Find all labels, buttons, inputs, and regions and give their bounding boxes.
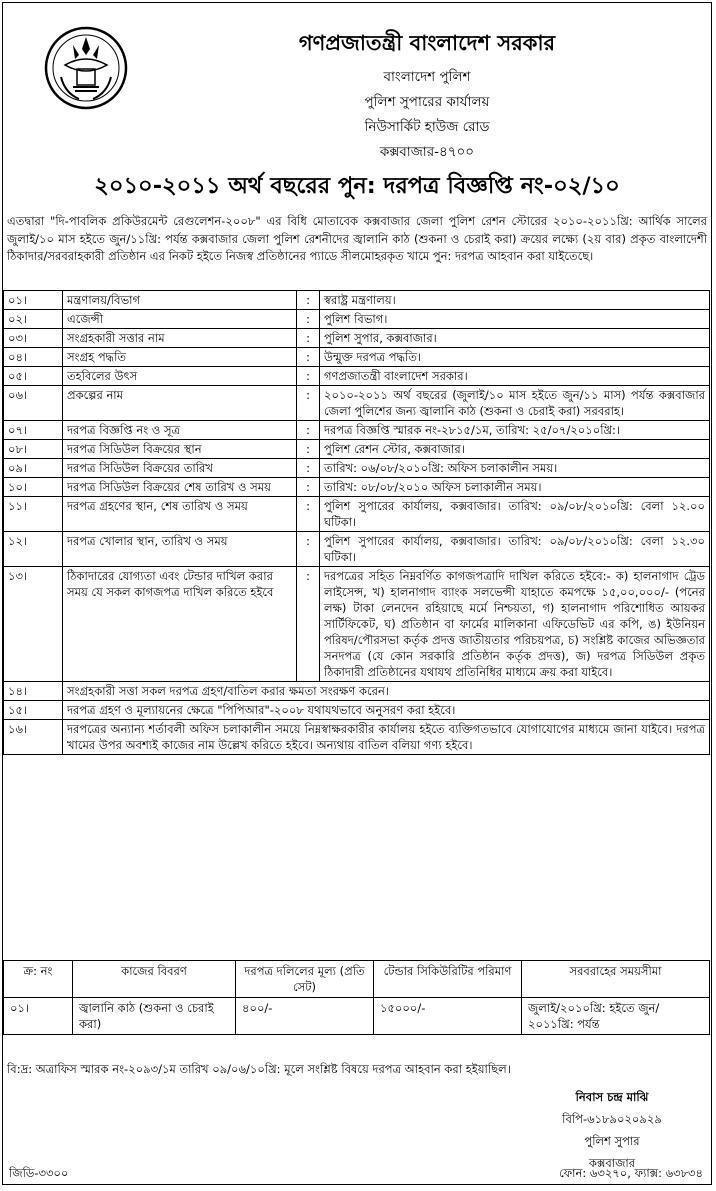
schedule-header-cell: দরপত্র দলিলের মূল্য (প্রতি সেট)	[236, 961, 374, 998]
schedule-cell: জুলাই/২০১০খ্রি: হইতে জুন/২০১১খ্রি: পর্যন্ত	[522, 998, 710, 1035]
row-value: পুলিশ সুপার, কক্সবাজার।	[320, 329, 710, 348]
row-number: ০৪।	[4, 348, 63, 367]
schedule-header-cell: সরবরাহের সময়সীমা	[522, 961, 710, 998]
row-value: দরপত্রের সহিত নিম্নবর্ণিত কাগজপত্রাদি দাখিল করিতে হইবে:- ক) হালনাগাদ ট্রেড লাইসেন্স, খ) হালনাগাদ ব্যাংক সলভেন্সী যাহাতে কমপক্ষে ১৫,০০,০০০/- (পনের লক্ষ) টাকা লেনদেন রহিয়াছে মর্মে নিশ্চয়তা, গ) হালনাগাদ পরিশোধিত আয়কর সার্টিফিকেট, ঘ) প্রতিষ্ঠান বা ফার্মের মালিকানা এফিডেভিট এর কপি, ঙ) ইউনিয়ন পরিষদ/পৌরসভা কর্তৃক প্রদত্ত জাতীয়তার পরিচয়পত্র, চ) সংশ্লিষ্ট কাজের অভিজ্ঞতার সনদপত্র (যে কোন সরকারি প্রতিষ্ঠান কর্তৃক প্রদত্ত), জ) দরপত্র সিডিউল প্রকৃত ঠিকাদারী প্রতিষ্ঠানের যথাযথ প্রতিনিধির মাধ্যমে ক্রয় করা যাইবে।	[320, 567, 710, 682]
row-number: ১২।	[4, 532, 63, 567]
row-value: পুলিশ সুপারের কার্যালয়, কক্সবাজার। তারিখ: ০৯/০৮/২০১০খ্রি: বেলা ১২.০০ ঘটিকা।	[320, 497, 710, 532]
row-text: সংগ্রহকারী সত্তা সকল দরপত্র গ্রহণ/বাতিল করার ক্ষমতা সংরক্ষণ করেন।	[63, 682, 710, 701]
detail-row	[4, 421, 710, 440]
detail-row	[4, 682, 710, 701]
row-value: তারিখ: ০৬/০৮/২০১০খ্রি: অফিস চলাকালীন সময়।	[320, 459, 710, 478]
schedule-header-row	[4, 961, 710, 998]
signature-block	[527, 1086, 697, 1174]
row-number: ১৪।	[4, 682, 63, 701]
row-number: ০৬।	[4, 386, 63, 421]
row-separator: :	[297, 421, 320, 440]
row-separator: :	[297, 329, 320, 348]
schedule-cell: ১৫০০০/-	[374, 998, 522, 1035]
row-value: উন্মুক্ত দরপত্র পদ্ধতি।	[320, 348, 710, 367]
row-separator: :	[297, 386, 320, 421]
work-schedule-table	[3, 960, 710, 1035]
row-label: এজেন্সী	[63, 310, 297, 329]
row-label: দরপত্র সিডিউল বিক্রয়ের তারিখ	[63, 459, 297, 478]
detail-row	[4, 348, 710, 367]
footnote: বি:দ্র: অত্রাফিস স্মারক নং-২০৯৩/১ম তারিখ ০৯/০৬/১০খ্রি: মূলে সংশ্লিষ্ট বিষয়ে দরপত্র আহবান করা হইয়াছিল।	[7, 1062, 511, 1076]
government-title: গণপ্রজাতন্ত্রী বাংলাদেশ সরকার	[298, 31, 556, 55]
row-value: গণপ্রজাতন্ত্রী বাংলাদেশ সরকার।	[320, 367, 710, 386]
detail-row	[4, 440, 710, 459]
address-line: বাংলাদেশ পুলিশ	[383, 69, 471, 85]
detail-row	[4, 459, 710, 478]
schedule-header-cell: ক্র: নং	[4, 961, 73, 998]
detail-row	[4, 532, 710, 567]
row-label: সংগ্রহকারী সত্তার নাম	[63, 329, 297, 348]
row-value: পুলিশ বিভাগ।	[320, 310, 710, 329]
signatory-bp: বিপি-৬১৮৯০২০৯২৯	[562, 1112, 662, 1126]
row-label: সংগ্রহ পদ্ধতি	[63, 348, 297, 367]
row-number: ০৫।	[4, 367, 63, 386]
row-label: তহবিলের উৎস	[63, 367, 297, 386]
row-number: ০৯।	[4, 459, 63, 478]
row-value: ২০১০-২০১১ অর্থ বছরের (জুলাই/১০ মাস হইতে জুন/১১ মাস) পর্যন্ত কক্সবাজার জেলা পুলিশের জন্য জ্বালানি কাঠ (শুকনা ও চেরাই করা) সরবরাহ।	[320, 386, 710, 421]
row-label: দরপত্র সিডিউল বিক্রয়ের শেষ তারিখ ও সময়	[63, 478, 297, 497]
row-label: দরপত্র বিজ্ঞপ্তি নং ও সূত্র	[63, 421, 297, 440]
schedule-cell: ৪০০/-	[236, 998, 374, 1035]
row-label: দরপত্র খোলার স্থান, তারিখ ও সময়	[63, 532, 297, 567]
address-line: কক্সবাজার-৪৭০০	[379, 144, 475, 160]
row-label: মন্ত্রণালয়/বিভাগ	[63, 291, 297, 310]
row-number: ০৩।	[4, 329, 63, 348]
row-number: ১০।	[4, 478, 63, 497]
tender-notice-page	[2, 2, 712, 1185]
schedule-header-cell: কাজের বিবরণ	[73, 961, 236, 998]
schedule-row	[4, 998, 710, 1035]
schedule-header-cell: টেন্ডার সিকিউরিটির পরিমাণ	[374, 961, 522, 998]
row-number: ১৩।	[4, 567, 63, 682]
row-value: তারিখ: ০৮/০৮/২০১০ অফিস চলাকালীন সময়।	[320, 478, 710, 497]
address-line: নিউসার্কিট হাউজ রোড	[364, 119, 490, 135]
detail-row	[4, 310, 710, 329]
detail-row	[4, 720, 710, 755]
row-separator: :	[297, 310, 320, 329]
detail-row	[4, 497, 710, 532]
row-separator: :	[297, 497, 320, 532]
government-emblem-icon	[43, 25, 129, 111]
row-separator: :	[297, 459, 320, 478]
row-number: ০৮।	[4, 440, 63, 459]
signatory-designation: পুলিশ সুপার	[584, 1134, 640, 1148]
detail-row	[4, 701, 710, 720]
row-number: ১৫।	[4, 701, 63, 720]
row-number: ০৭।	[4, 421, 63, 440]
row-separator: :	[297, 478, 320, 497]
row-value: স্বরাষ্ট্র মন্ত্রণালয়।	[320, 291, 710, 310]
detail-row	[4, 367, 710, 386]
row-separator: :	[297, 367, 320, 386]
row-value: পুলিশ রেশন স্টোর, কক্সবাজার।	[320, 440, 710, 459]
row-text: দরপত্র গ্রহণ ও মূল্যায়নের ক্ষেত্রে "পিপিআর"-২০০৮ যথাযথভাবে অনুসরণ করা হইবে।	[63, 701, 710, 720]
header	[3, 3, 711, 199]
schedule-cell: জ্বালানি কাঠ (শুকনা ও চেরাই করা)	[73, 998, 236, 1035]
row-separator: :	[297, 291, 320, 310]
detail-row	[4, 386, 710, 421]
notice-headline: ২০১০-২০১১ অর্থ বছরের পুন: দরপত্র বিজ্ঞপ্তি নং-০২/১০	[94, 173, 620, 199]
row-number: ০১।	[4, 291, 63, 310]
detail-row	[4, 291, 710, 310]
row-value: পুলিশ সুপারের কার্যালয়, কক্সবাজার। তারিখ: ০৯/০৮/২০১০খ্রি: বেলা ১২.৩০ ঘটিকা।	[320, 532, 710, 567]
detail-row	[4, 329, 710, 348]
row-number: ১৬।	[4, 720, 63, 755]
signatory-name: নিবাস চন্দ্র মাঝি	[575, 1090, 649, 1104]
row-separator: :	[297, 532, 320, 567]
row-separator: :	[297, 440, 320, 459]
detail-row	[4, 478, 710, 497]
office-address	[153, 65, 701, 165]
signatory-place: কক্সবাজার	[588, 1156, 636, 1170]
gd-code: জিডি-৩৩০০	[9, 1166, 69, 1180]
row-separator: :	[297, 567, 320, 682]
row-value: দরপত্র বিজ্ঞপ্তি স্মারক নং-২৮১৫/১ম, তারিখ: ২৫/০৭/২০১০খ্রি:।	[320, 421, 710, 440]
row-label: প্রকল্পের নাম	[63, 386, 297, 421]
row-separator: :	[297, 348, 320, 367]
intro-paragraph: এতদ্বারা "দি-পাবলিক প্রকিউরমেন্ট রেগুলেশন-২০০৮" এর বিধি মোতাবেক কক্সবাজার জেলা পুলিশ রেশন স্টোরের ২০১০-২০১১খ্রি: আর্থিক সালের জুলাই/১০ মাস হইতে জুন/১১খ্রি: পর্যন্ত কক্সবাজার জেলা পুলিশ রেশনীদের জ্বালানি কাঠ (শুকনা ও চেরাই করা) ক্রয়ের লক্ষ্যে (২য় বার) প্রকৃত বাংলাদেশী ঠিকাদার/সরবরাহকারী প্রতিষ্ঠান এর নিকট হইতে নিজস্ব প্রতিষ্ঠানের প্যাডে সীলমোহরকৃত খামে পুন: দরপত্র আহবান করা যাইতেছে।	[7, 214, 707, 263]
row-label: ঠিকাদারের যোগ্যতা এবং টেন্ডার দাখিল করার সময় যে সকল কাগজপত্র দাখিল করিতে হইবে	[63, 567, 297, 682]
detail-row	[4, 567, 710, 682]
row-number: ১১।	[4, 497, 63, 532]
contact-phone-fax: ফোন: ৬৩২৭০, ফ্যাক্স: ৬৩৮৩৪	[559, 1166, 703, 1180]
row-number: ০২।	[4, 310, 63, 329]
address-line: পুলিশ সুপারের কার্যালয়	[364, 94, 490, 110]
tender-details-table	[3, 290, 710, 755]
row-text: দরপত্রের অন্যান্য শর্তাবলী অফিস চলাকালীন সময়ে নিম্নস্বাক্ষরকারীর কার্যালয় হইতে ব্যক্তিগতভাবে যোগাযোগের মাধ্যমে জানা যাইবে। দরপত্র খামের উপর অবশ্যই কাজের নাম উল্লেখ করিতে হইবে। অন্যথায় বাতিল বলিয়া গণ্য হইবে।	[63, 720, 710, 755]
row-label: দরপত্র গ্রহণের স্থান, শেষ তারিখ ও সময়	[63, 497, 297, 532]
row-label: দরপত্র সিডিউল বিক্রয়ের স্থান	[63, 440, 297, 459]
schedule-cell: ০১।	[4, 998, 73, 1035]
